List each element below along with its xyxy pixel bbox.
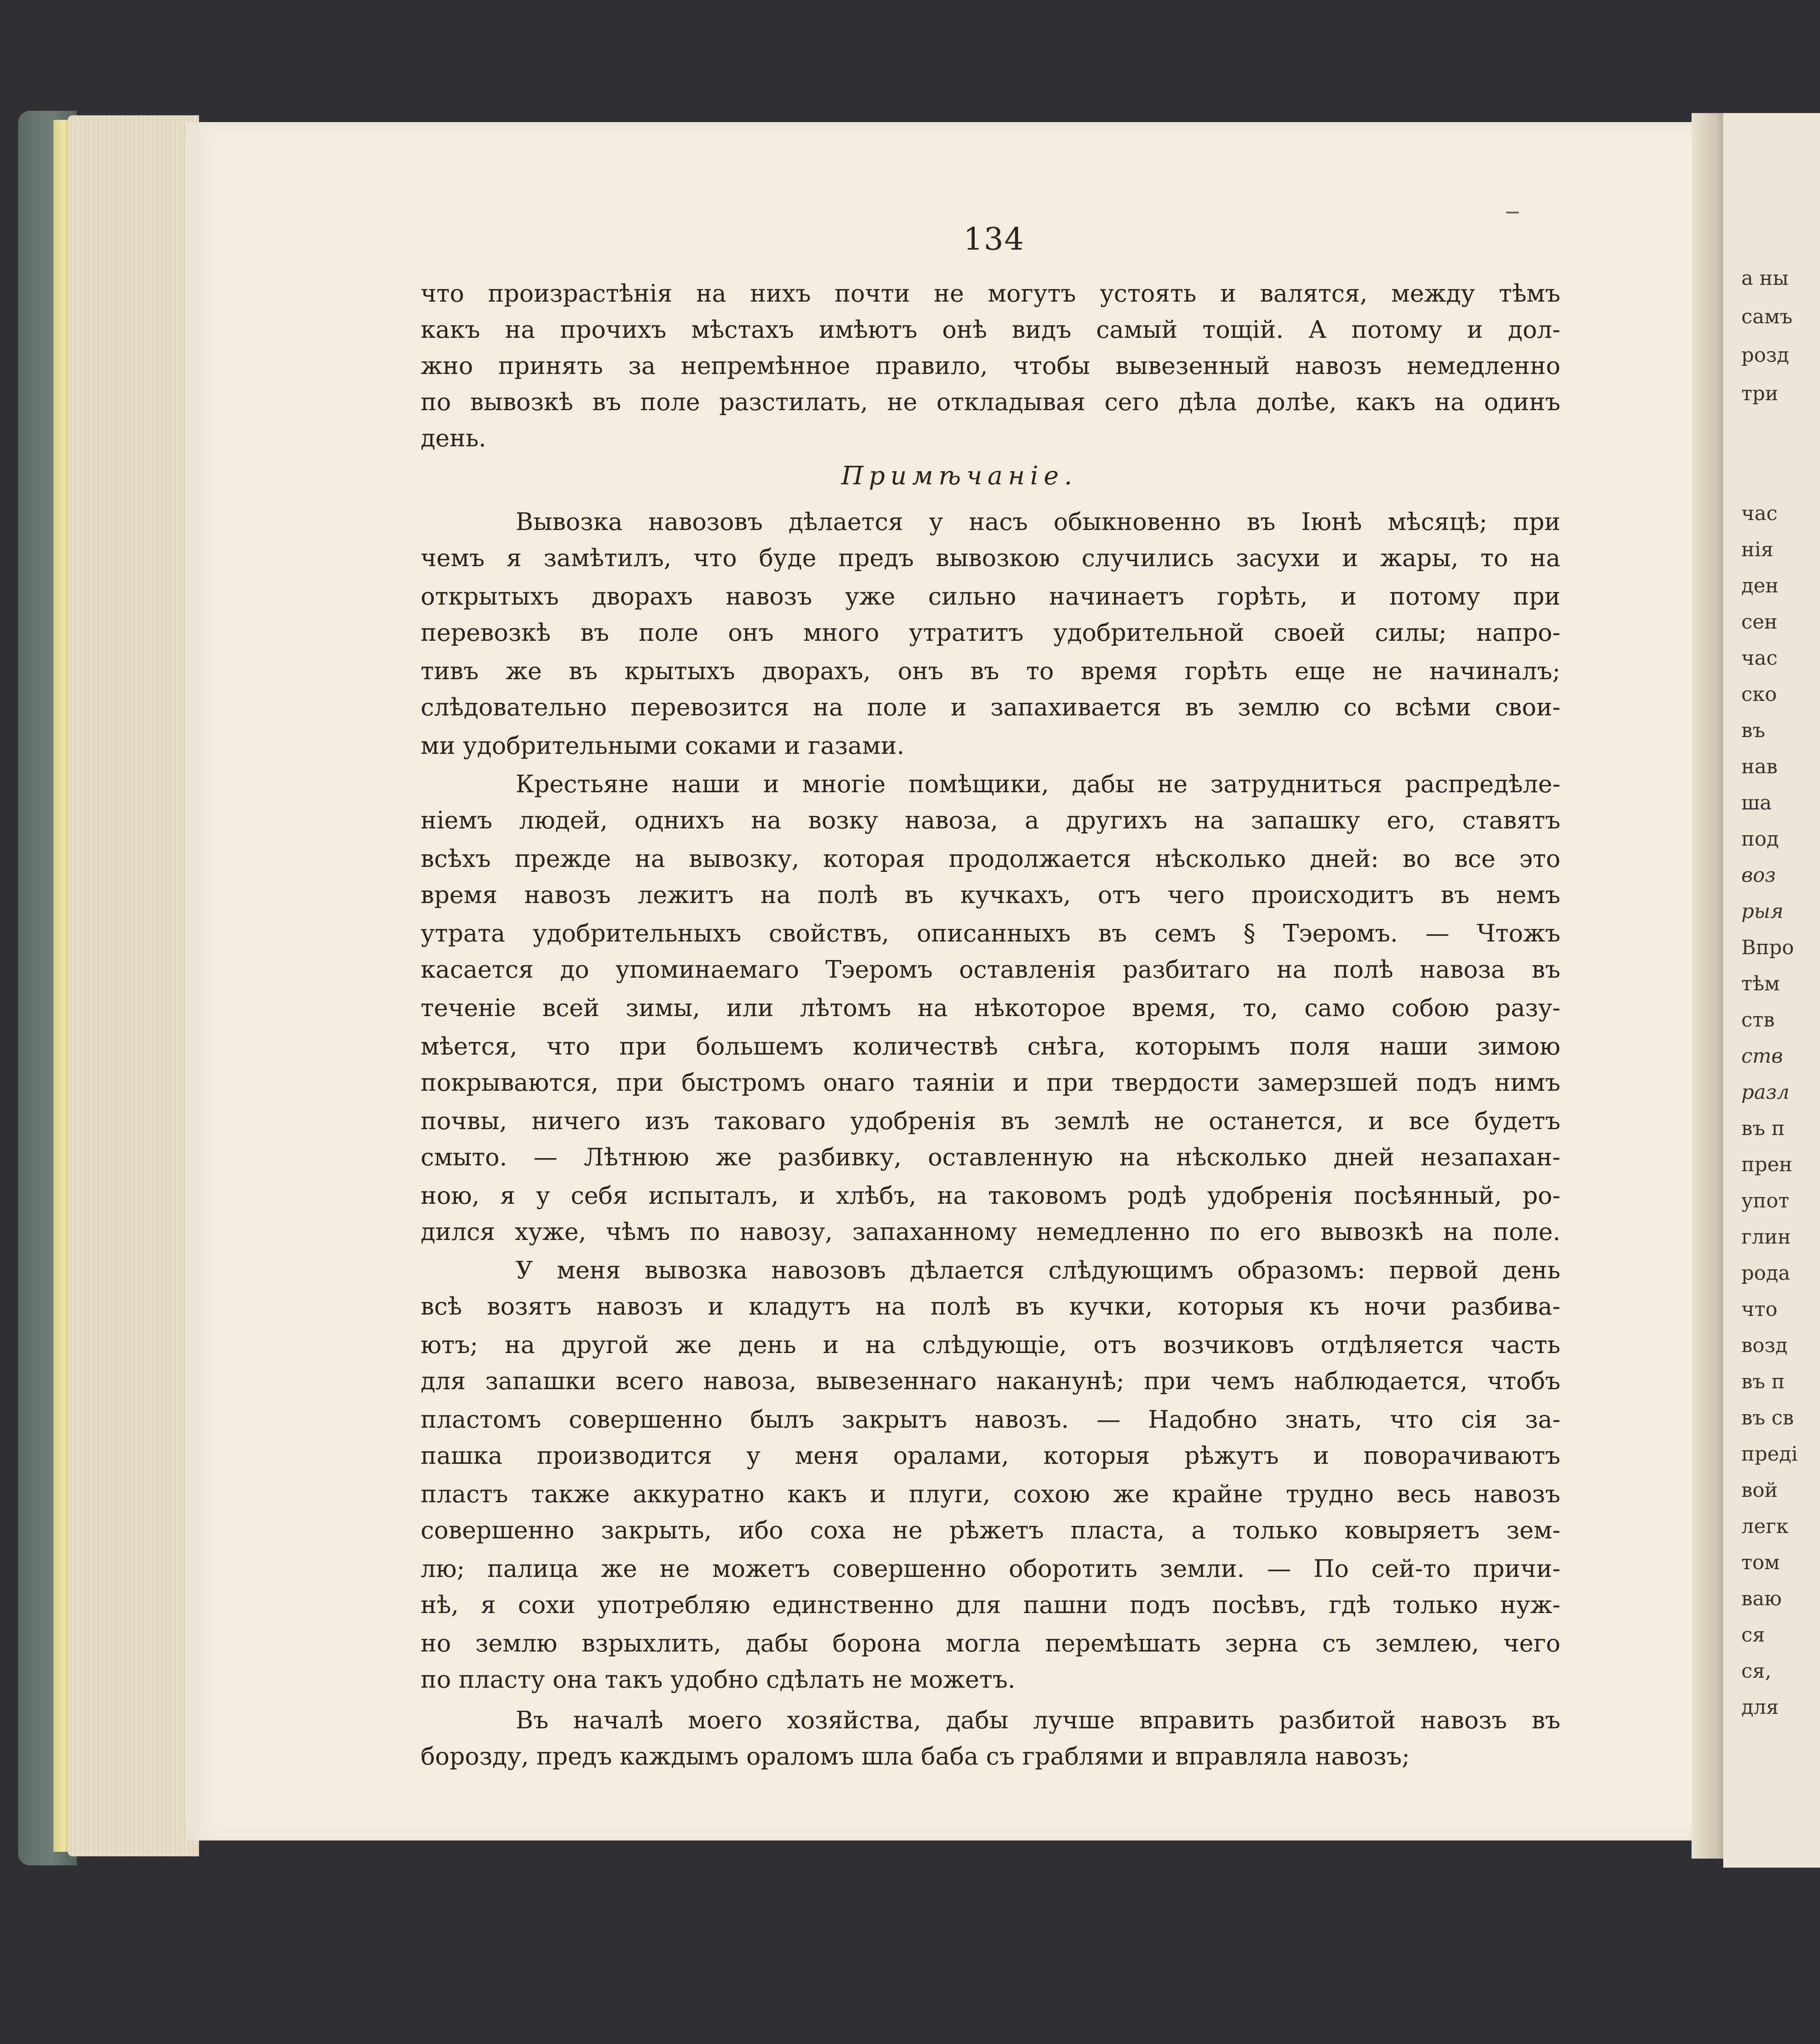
text-line: нѣ, я сохи употребляю единственно для пашни подъ посѣвъ, гдѣ только нуж- bbox=[421, 1591, 1560, 1619]
text-line: тивъ же въ крытыхъ дворахъ, онъ въ то время горѣть еще не начиналъ; bbox=[421, 658, 1560, 685]
facing-line: разл bbox=[1741, 1081, 1790, 1104]
text-line: для запашки всего навоза, вывезеннаго наканунѣ; при чемъ наблюдается, чтобъ bbox=[421, 1367, 1560, 1395]
text-line: дился хуже, чѣмъ по навозу, запаханному немедленно по его вывозкѣ на поле. bbox=[421, 1218, 1560, 1246]
text-line: по пласту она такъ удобно сдѣлать не можетъ. bbox=[421, 1666, 1015, 1694]
facing-line: для bbox=[1741, 1696, 1779, 1719]
text-line: жно принять за непремѣнное правило, чтобы вывезенный навозъ немедленно bbox=[421, 352, 1560, 380]
text-line: всѣ возятъ навозъ и кладутъ на полѣ въ кучки, которыя къ ночи разбива- bbox=[421, 1293, 1560, 1320]
facing-line: нія bbox=[1741, 538, 1774, 561]
text-line: теченіе всей зимы, или лѣтомъ на нѣкоторое время, то, само собою разу- bbox=[421, 994, 1560, 1022]
facing-line: сен bbox=[1741, 610, 1778, 634]
facing-line: Впро bbox=[1741, 936, 1794, 959]
facing-line: ско bbox=[1741, 683, 1777, 706]
facing-line: час bbox=[1741, 502, 1777, 525]
text-line: ми удобрительными соками и газами. bbox=[421, 732, 905, 760]
page-block-edges bbox=[68, 115, 199, 1856]
text-line: пашка производится у меня оралами, которыя рѣжутъ и поворачиваютъ bbox=[421, 1442, 1560, 1470]
facing-line: въ св bbox=[1741, 1406, 1794, 1429]
facing-line: нав bbox=[1741, 755, 1778, 778]
facing-line: ся bbox=[1741, 1623, 1765, 1647]
facing-line: ся, bbox=[1741, 1660, 1772, 1683]
text-line: перевозкѣ въ поле онъ много утратитъ удобрительной своей силы; напро- bbox=[421, 619, 1560, 647]
text-line: всѣхъ прежде на вывозку, которая продолжается нѣсколько дней: во все это bbox=[421, 845, 1560, 873]
text-line: открытыхъ дворахъ навозъ уже сильно начинаетъ горѣть, и потому при bbox=[421, 583, 1560, 610]
facing-line: самъ bbox=[1741, 305, 1793, 328]
text-line: смыто. — Лѣтнюю же разбивку, оставленную на нѣсколько дней незапахан- bbox=[421, 1144, 1560, 1171]
facing-line: что bbox=[1741, 1298, 1777, 1321]
print-mark bbox=[1506, 212, 1519, 213]
text-line: слѣдовательно перевозится на поле и запахивается въ землю со всѣми свои- bbox=[421, 694, 1560, 721]
text-line: что произрастѣнія на нихъ почти не могутъ устоять и валятся, между тѣмъ bbox=[421, 280, 1560, 308]
text-line: день. bbox=[421, 425, 487, 452]
facing-line: час bbox=[1741, 647, 1777, 670]
text-line: ютъ; на другой же день и на слѣдующіе, отъ возчиковъ отдѣляется часть bbox=[421, 1331, 1560, 1359]
facing-line: рыя bbox=[1741, 900, 1784, 923]
text-line: почвы, ничего изъ таковаго удобренія въ землѣ не останется, и все будетъ bbox=[421, 1107, 1560, 1135]
facing-line: три bbox=[1741, 382, 1778, 405]
facing-line: въ bbox=[1741, 719, 1765, 742]
facing-line: ств bbox=[1741, 1045, 1783, 1068]
text-line: совершенно закрыть, ибо соха не рѣжетъ пласта, а только ковыряетъ зем- bbox=[421, 1517, 1560, 1544]
facing-line: рода bbox=[1741, 1262, 1790, 1285]
text-line: пластъ также аккуратно какъ и плуги, сохою же крайне трудно весь навозъ bbox=[421, 1481, 1560, 1508]
facing-line: въ п bbox=[1741, 1370, 1785, 1393]
text-line: но землю взрыхлить, дабы борона могла перемѣшать зерна съ землею, чего bbox=[421, 1630, 1560, 1657]
text-line: чемъ я замѣтилъ, что буде предъ вывозкою случились засухи и жары, то на bbox=[421, 544, 1560, 572]
text-line: Въ началѣ моего хозяйства, дабы лучше вправить разбитой навозъ въ bbox=[516, 1707, 1560, 1734]
facing-line: преді bbox=[1741, 1443, 1798, 1466]
facing-line: розд bbox=[1741, 344, 1789, 367]
facing-line: прен bbox=[1741, 1153, 1792, 1176]
facing-line: том bbox=[1741, 1551, 1780, 1574]
text-line: какъ на прочихъ мѣстахъ имѣютъ онѣ видъ самый тощій. А потому и дол- bbox=[421, 316, 1560, 344]
text-line: ніемъ людей, однихъ на возку навоза, а другихъ на запашку его, ставятъ bbox=[421, 807, 1560, 834]
facing-line: ваю bbox=[1741, 1587, 1782, 1610]
section-heading: Примѣчаніе. bbox=[841, 461, 1078, 491]
facing-line: ден bbox=[1741, 574, 1779, 597]
facing-page bbox=[1723, 113, 1820, 1868]
text-line: лю; палица же не можетъ совершенно оборотить земли. — По сей-то причи- bbox=[421, 1555, 1560, 1583]
page-number: 134 bbox=[963, 222, 1025, 257]
text-line: Крестьяне наши и многіе помѣщики, дабы не затрудниться распредѣле- bbox=[516, 771, 1560, 798]
facing-line: вой bbox=[1741, 1479, 1778, 1502]
facing-line: глин bbox=[1741, 1225, 1791, 1249]
facing-line: упот bbox=[1741, 1189, 1790, 1212]
facing-line: легк bbox=[1741, 1515, 1789, 1538]
text-line: пластомъ совершенно былъ закрытъ навозъ. — Надобно знать, что сія за- bbox=[421, 1406, 1560, 1434]
facing-line: ша bbox=[1741, 791, 1772, 814]
facing-line: ств bbox=[1741, 1008, 1775, 1031]
facing-line: въ п bbox=[1741, 1117, 1785, 1140]
text-line: мѣется, что при большемъ количествѣ снѣга, которымъ поля наши зимою bbox=[421, 1033, 1560, 1060]
text-line: борозду, предъ каждымъ ораломъ шла баба съ граблями и вправляла навозъ; bbox=[421, 1743, 1410, 1770]
facing-line: тѣм bbox=[1741, 972, 1780, 995]
facing-line: а ны bbox=[1741, 267, 1789, 290]
text-line: ною, я у себя испыталъ, и хлѣбъ, на таковомъ родѣ удобренія посѣянный, ро- bbox=[421, 1182, 1560, 1210]
text-line: Вывозка навозовъ дѣлается у насъ обыкновенно въ Іюнѣ мѣсяцѣ; при bbox=[516, 508, 1560, 536]
text-line: время навозъ лежитъ на полѣ въ кучкахъ, отъ чего происходитъ въ немъ bbox=[421, 881, 1560, 909]
text-line: касается до упоминаемаго Тэеромъ оставленія разбитаго на полѣ навоза въ bbox=[421, 956, 1560, 984]
facing-line: воз bbox=[1741, 864, 1776, 887]
facing-line: возд bbox=[1741, 1334, 1788, 1357]
text-line: по вывозкѣ въ поле разстилать, не откладывая сего дѣла долѣе, какъ на одинъ bbox=[421, 388, 1560, 416]
text-line: У меня вывозка навозовъ дѣлается слѣдующимъ образомъ: первой день bbox=[516, 1257, 1560, 1284]
facing-line: под bbox=[1741, 828, 1779, 851]
text-line: покрываются, при быстромъ онаго таяніи и при твердости замерзшей подъ нимъ bbox=[421, 1069, 1560, 1097]
text-line: утрата удобрительныхъ свойствъ, описанныхъ въ семъ § Тэеромъ. — Чтожъ bbox=[421, 920, 1560, 947]
